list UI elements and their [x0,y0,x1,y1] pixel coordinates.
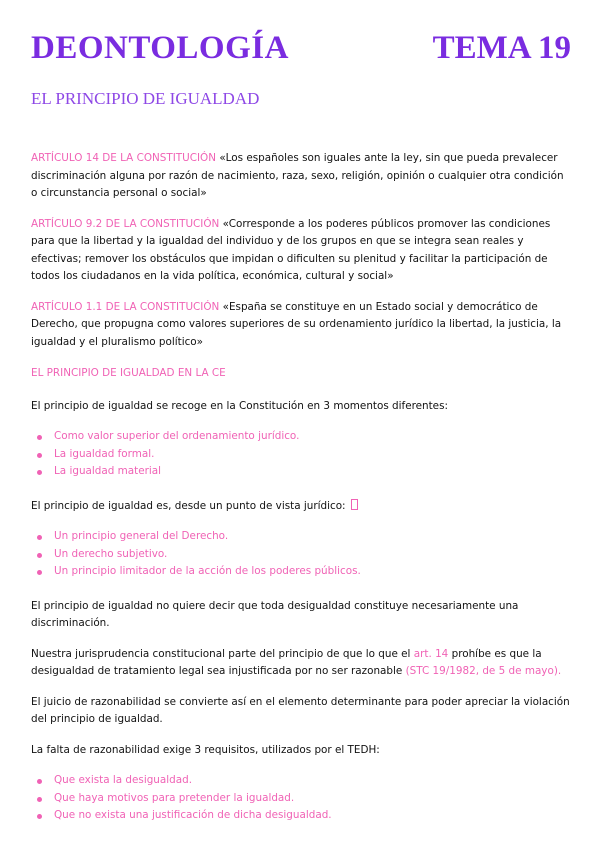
topic-number: TEMA 19 [432,30,571,66]
section-heading: EL PRINCIPIO DE IGUALDAD EN LA CE [31,367,226,379]
list-item: Un principio limitador de la acción de los poderes públicos. [31,563,572,581]
intro-requirements: La falta de razonabilidad exige 3 requisitos, utilizados por el TEDH: [31,743,380,756]
article-1-1-text: «España se constituye en un Estado social y democrático de Derecho, que propugna como valores superiores de su ordenamiento jurídico la libertad, la justicia, la igualdad y el pluralismo político» [31,300,562,348]
document-body [31,150,572,842]
list-item: Un derecho subjetivo. [31,546,572,564]
square-glyph-icon [351,499,358,510]
paragraph-jurisprudence [31,646,572,681]
list-item: Que haya motivos para pretender la igualdad. [31,790,572,808]
article-1-1-ref: ARTÍCULO 1.1 DE LA CONSTITUCIÓN [31,300,220,313]
moments-list [31,428,572,481]
list-item: Un principio general del Derecho. [31,528,572,546]
list-item: La igualdad material [31,463,572,481]
article-9-2-text: «Corresponde a los poderes públicos promover las condiciones para que la libertad y la igualdad del individuo y de los grupos en que se integra sean reales y efectivas; remover los obstáculos que impidan o dificulten su plenitud y facilitar la participación de todos los ciudadanos en la vida política, económica, cultural y social» [31,217,551,282]
article-14-text: «Los españoles son iguales ante la ley, sin que pueda prevalecer discriminación alguna por razón de nacimiento, raza, sexo, religión, opinión o cualquier otra condición o circunstancia personal o social» [31,152,564,199]
legal-view-list [31,528,572,581]
paragraph-discrimination: El principio de igualdad no quiere decir que toda desigualdad constituye necesariamente una discriminación. [31,599,519,629]
list-item: Como valor superior del ordenamiento jurídico. [31,428,572,446]
article-9-2-ref: ARTÍCULO 9.2 DE LA CONSTITUCIÓN [31,217,220,230]
list-item: La igualdad formal. [31,446,572,464]
paragraph-reasonableness: El juicio de razonabilidad se convierte así en el elemento determinante para poder apreciar la violación del principio de igualdad. [31,695,570,725]
article-14-ref: ARTÍCULO 14 DE LA CONSTITUCIÓN [31,152,217,164]
stc-citation-link: (STC 19/1982, de 5 de mayo). [405,665,562,677]
intro-moments: El principio de igualdad se recoge en la Constitución en 3 momentos diferentes: [31,399,448,412]
list-item: Que no exista una justificación de dicha desigualdad. [31,807,572,825]
requirements-list [31,772,572,825]
list-item: Que exista la desigualdad. [31,772,572,790]
document-subtitle: EL PRINCIPIO DE IGUALDAD [31,89,260,108]
document-title: DEONTOLOGÍA [31,30,289,66]
article-14-paragraph [31,150,572,203]
article-9-2-paragraph [31,216,572,286]
document-header [31,30,571,70]
article-1-1-paragraph [31,299,572,352]
intro-legal-view-text: El principio de igualdad es, desde un punto de vista jurídico: [31,499,349,512]
jurisprudence-text-1: Nuestra jurisprudencia constitucional parte del principio de que lo que el [31,647,414,660]
art-14-link: art. 14 [413,647,449,660]
jurisprudence-text-2: prohíbe es que la desigualdad de tratamiento legal sea injustificada por no ser razonable [31,647,542,677]
intro-legal-view [31,498,572,516]
